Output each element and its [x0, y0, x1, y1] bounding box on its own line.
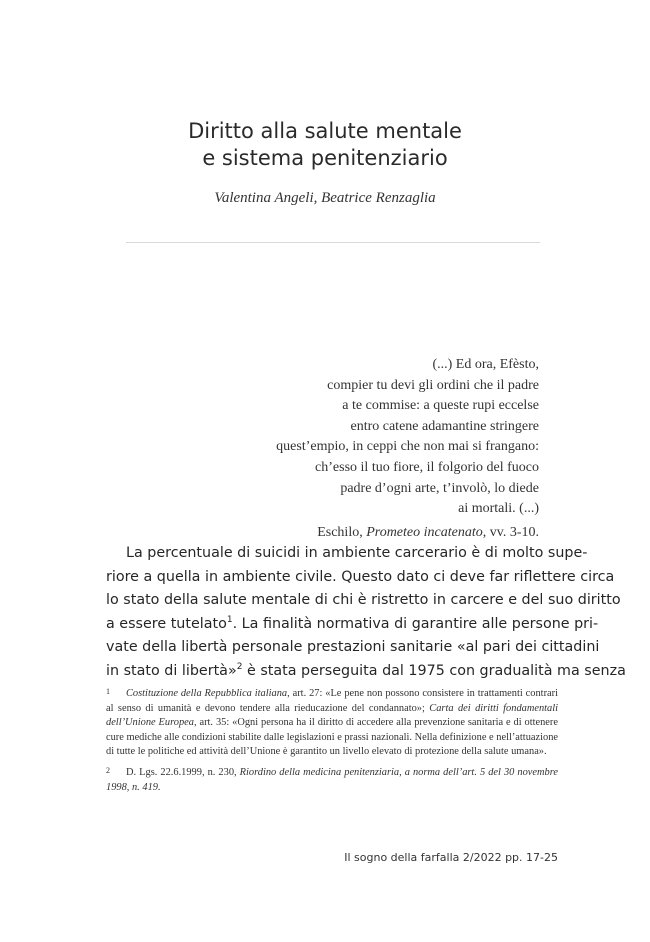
body-paragraph — [106, 542, 626, 683]
epigraph-source-work: Prometeo incatenato — [366, 524, 483, 540]
body-line — [106, 613, 599, 637]
epigraph — [276, 355, 539, 543]
footnote-text: D. Lgs. 22.6.1999, n. 230, — [126, 766, 240, 778]
authors: Valentina Angeli, Beatrice Renzaglia — [214, 190, 436, 206]
footnote-number: 2 — [106, 765, 110, 775]
epigraph-source — [276, 523, 539, 544]
body-line — [106, 660, 626, 684]
body-line: riore a quella in ambiente civile. Questo dato ci deve far riflettere circa — [106, 568, 615, 585]
footnote-1 — [106, 685, 558, 760]
footnote-citation: Costituzione della Repubblica italiana — [126, 688, 288, 699]
footnote-text: , art. 35: «Ogni persona ha il diritto di accedere alla prevenzione sanitaria e di ottenere cure mediche alle condizioni stabilite dalle legislazioni e prassi nazionali. Nella definizione e nell’attuazione di tutte le politiche ed attività dell’Unione è garantito un livello elevato di protezione della salute umana». — [106, 717, 558, 758]
footnote-citation: Riordino della medicina penitenziaria, a norma dell’art. 5 del 30 novembre 1998, n. 419. — [106, 766, 558, 793]
epigraph-source-author: Eschilo, — [317, 524, 367, 540]
body-text-segment: . La finalità normativa di garantire alle persone pri- — [232, 615, 599, 632]
footnote-citation: Carta dei diritti fondamentali dell’Unione Europea — [106, 702, 558, 729]
body-text-segment: a essere tutelato — [106, 615, 227, 632]
epigraph-line: entro catene adamantine stringere — [350, 418, 539, 434]
title-divider — [126, 242, 540, 243]
footnote-text: , art. 27: «Le pene non possono consistere in trattamenti contrari al senso di umanità e devono tendere alla rieducazione del condannato»; — [106, 688, 558, 714]
epigraph-line: quest’empio, in ceppi che non mai si frangano: — [276, 439, 539, 455]
body-line: vate della libertà personale prestazioni sanitarie «al pari dei cittadini — [106, 639, 600, 655]
epigraph-line: ai mortali. (...) — [458, 501, 539, 517]
footnote-number: 1 — [106, 687, 110, 696]
title-line-1: Diritto alla salute mentale — [188, 119, 462, 143]
article-title — [0, 118, 650, 172]
epigraph-source-verses: , vv. 3-10. — [482, 524, 539, 540]
body-text-segment: in stato di libertà» — [106, 662, 237, 679]
footnote-ref-2[interactable]: 2 — [236, 661, 243, 672]
epigraph-line: a te commise: a queste rupi eccelse — [342, 398, 539, 414]
body-line: La percentuale di suicidi in ambiente carcerario è di molto supe- — [126, 545, 588, 561]
title-line-2: e sistema penitenziario — [202, 146, 448, 170]
epigraph-line: padre d’ogni arte, t’involò, lo diede — [340, 480, 539, 496]
footnote-2 — [106, 764, 558, 795]
epigraph-line: (...) Ed ora, Efèsto, — [432, 357, 539, 372]
footnotes — [106, 685, 558, 799]
running-footer: Il sogno della farfalla 2/2022 pp. 17-25 — [344, 851, 558, 864]
body-text-segment: è stata perseguita dal 1975 con gradualità ma senza — [242, 662, 626, 679]
body-line: lo stato della salute mentale di chi è ristretto in carcere e del suo diritto — [106, 592, 621, 608]
footnote-ref-1[interactable]: 1 — [226, 614, 233, 625]
epigraph-line: ch’esso il tuo fiore, il folgorio del fuoco — [315, 459, 539, 475]
epigraph-line: compier tu devi gli ordini che il padre — [327, 377, 539, 393]
